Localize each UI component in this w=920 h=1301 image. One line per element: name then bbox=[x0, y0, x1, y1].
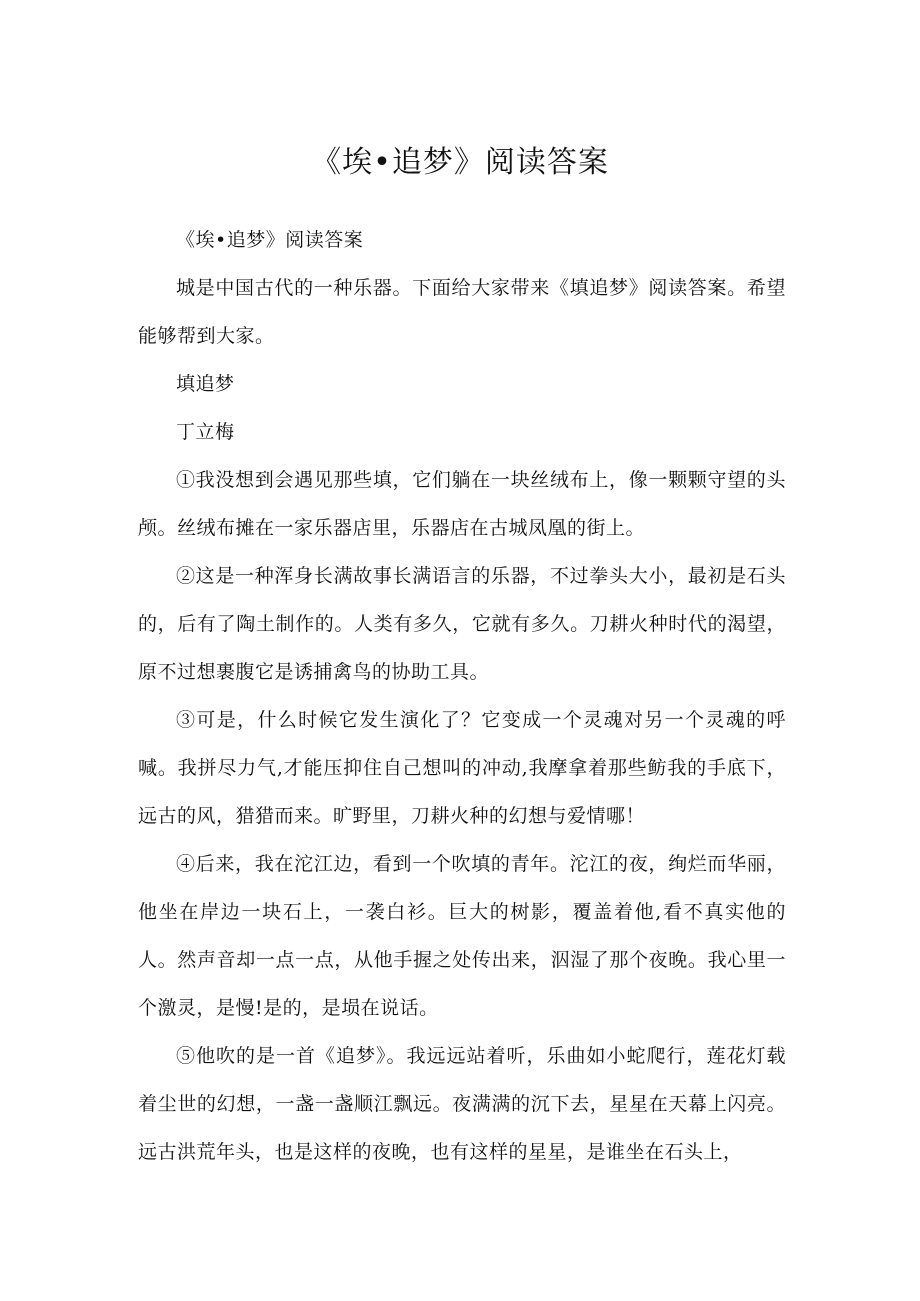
paragraph-author: 丁立梅 bbox=[176, 421, 235, 443]
document-body bbox=[138, 216, 786, 1176]
paragraph-1: ①我没想到会遇见那些填，它们躺在一块丝绒布上，像一颗颗守望的头颅。丝绒布摊在一家乐器店里，乐器店在古城凤凰的街上。 bbox=[138, 469, 786, 539]
paragraph-5: ⑤他吹的是一首《追梦》。我远远站着听，乐曲如小蛇爬行，莲花灯载着尘世的幻想，一盏一盏顺江飘远。夜满满的沉下去，星星在天幕上闪亮。远古洪荒年头，也是这样的夜晚，也有这样的星星，是谁坐在石头上， bbox=[138, 1045, 786, 1163]
paragraph-3: ③可是，什么时候它发生演化了？它变成一个灵魂对另一个灵魂的呼喊。我拼尽力气,才能压抑住自己想叫的冲动,我摩拿着那些鲂我的手底下，远古的风，猎猎而来。旷野里，刀耕火种的幻想与爱情哪！ bbox=[138, 709, 786, 827]
paragraph-subtitle: 《埃•追梦》阅读答案 bbox=[176, 229, 364, 251]
document-title: 《埃•追梦》阅读答案 bbox=[311, 145, 609, 180]
paragraph-2: ②这是一种浑身长满故事长满语言的乐器，不过拳头大小，最初是石头的，后有了陶土制作的。人类有多久，它就有多久。刀耕火种时代的渴望，原不过想裹腹它是诱捕禽鸟的协助工具。 bbox=[138, 565, 786, 683]
paragraph-4: ④后来，我在沱江边，看到一个吹填的青年。沱江的夜，绚烂而华丽，他坐在岸边一块石上，一袭白衫。巨大的树影，覆盖着他,看不真实他的人。然声音却一点一点，从他手握之处传出来，泅湿了那个夜晚。我心里一个激灵，是慢!是的，是埙在说话。 bbox=[138, 853, 786, 1019]
paragraph-intro: 城是中国古代的一种乐器。下面给大家带来《填追梦》阅读答案。希望能够帮到大家。 bbox=[138, 277, 786, 347]
paragraph-essay-title: 填追梦 bbox=[176, 373, 235, 395]
